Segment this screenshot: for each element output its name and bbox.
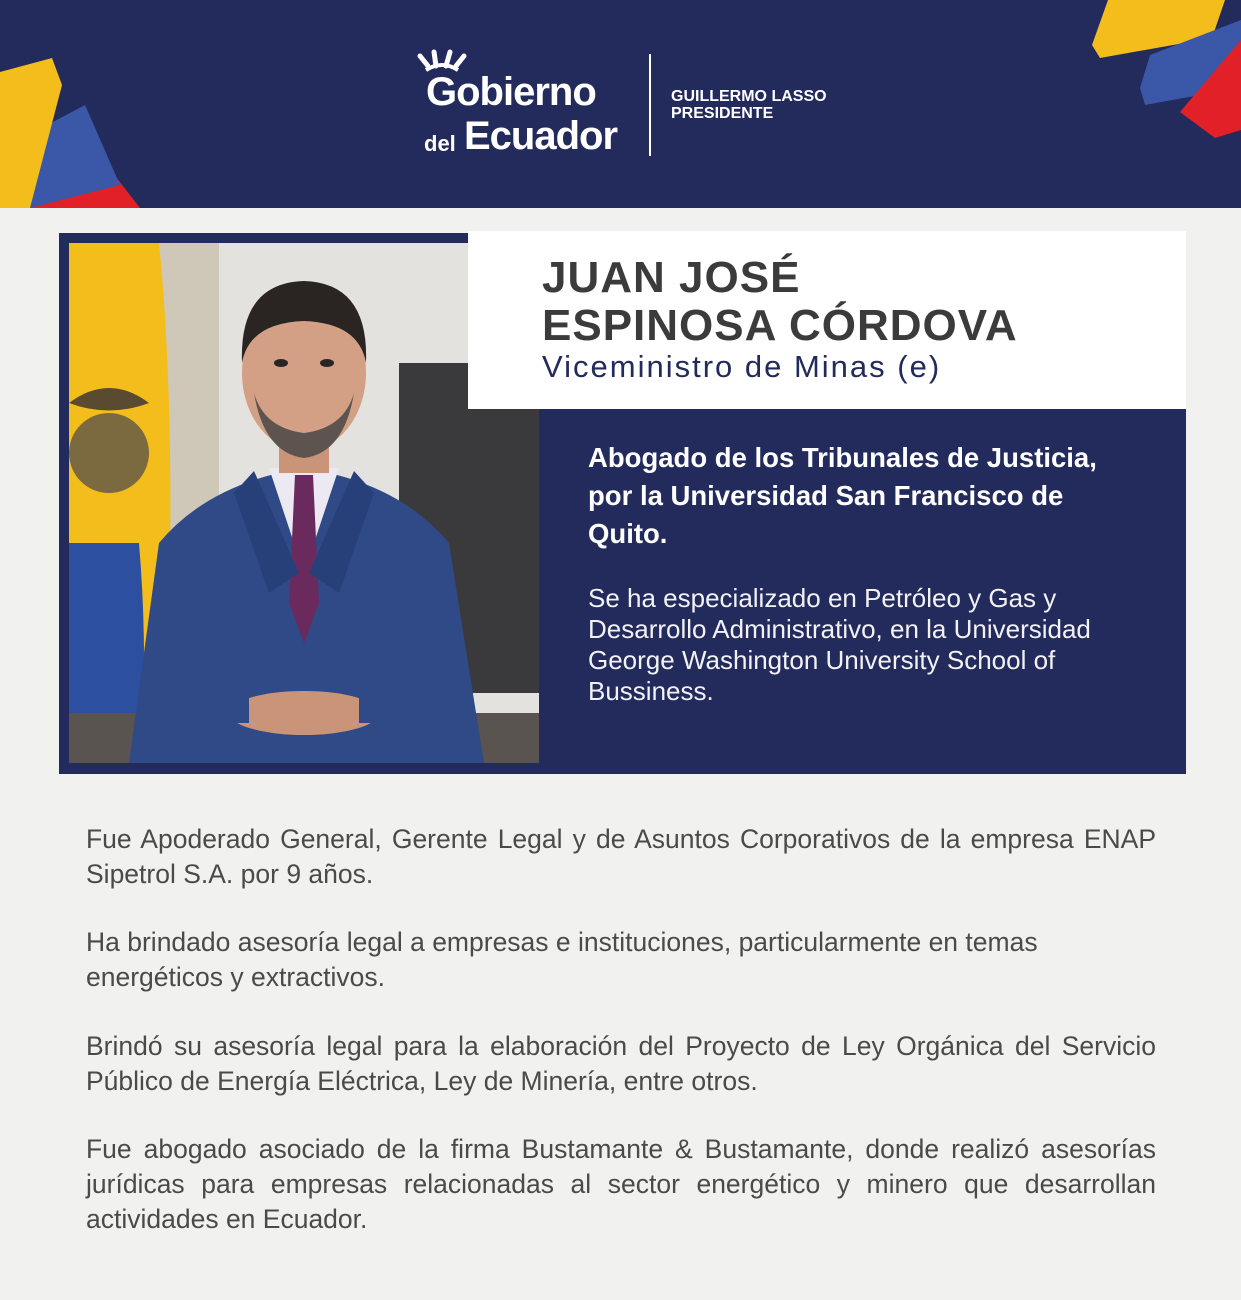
bio-paragraph-4: Fue abogado asociado de la firma Bustamante & Bustamante, donde realizó asesorías jurídicas para empresas relacionadas al sector energético y minero que desarrollan actividades en Ecuador. — [86, 1134, 1156, 1234]
education-card — [541, 409, 1186, 774]
bio-paragraph-1: Fue Apoderado General, Gerente Legal y de Asuntos Corporativos de la empresa ENAP Sipetrol S.A. por 9 años. — [86, 824, 1156, 889]
president-name: GUILLERMO LASSO — [671, 88, 827, 105]
name-card — [468, 231, 1186, 409]
header-divider — [649, 54, 651, 156]
education-text: Abogado de los Tribunales de Justicia, por la Universidad San Francisco de Quito. — [588, 442, 1097, 549]
person-name-line1: JUAN JOSÉ — [542, 253, 801, 302]
logo-text-ecuador: Ecuador — [464, 114, 618, 158]
logo-text-gobierno: Gobierno — [426, 70, 596, 114]
bio-paragraph-2: Ha brindado asesoría legal a empresas e instituciones, particularmente en temas energéticos y extractivos. — [86, 927, 1038, 992]
header-banner — [0, 0, 1241, 208]
gobierno-logo — [408, 48, 638, 158]
specialization-text: Se ha especializado en Petróleo y Gas y Desarrollo Administrativo, en la Universidad George Washington University School of Bussiness. — [588, 583, 1091, 706]
logo-text-del: del — [424, 131, 456, 156]
president-title: PRESIDENTE — [671, 105, 774, 122]
person-name-line2: ESPINOSA CÓRDOVA — [542, 301, 1018, 350]
person-role: Viceministro de Minas (e) — [542, 349, 942, 384]
bio-paragraph-3: Brindó su asesoría legal para la elaboración del Proyecto de Ley Orgánica del Servicio Público de Energía Eléctrica, Ley de Minería, entre otros. — [86, 1031, 1156, 1096]
